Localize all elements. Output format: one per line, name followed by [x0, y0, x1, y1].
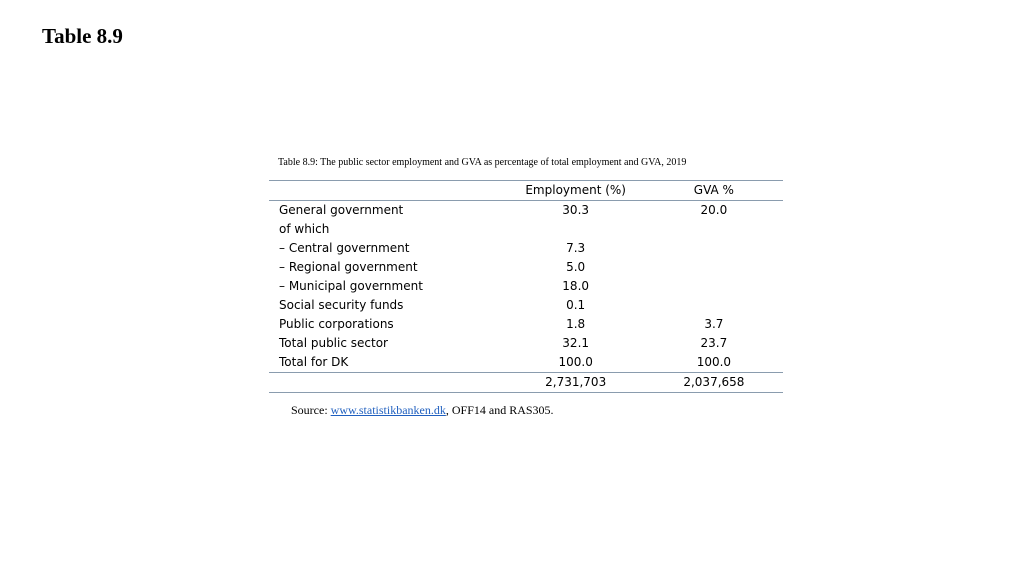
source-note: [291, 402, 554, 418]
row-employment: [507, 220, 645, 239]
row-employment: 2,731,703: [507, 373, 645, 393]
row-gva: [645, 296, 783, 315]
table-row: [269, 334, 783, 353]
row-gva: [645, 220, 783, 239]
table-row: [269, 353, 783, 373]
row-employment: 5.0: [566, 260, 586, 274]
header-label: [269, 181, 507, 201]
data-table: [269, 180, 783, 393]
table-row: [269, 258, 783, 277]
row-label: – Municipal government: [279, 279, 423, 293]
row-employment: 32.1: [562, 336, 590, 350]
row-gva: 100.0: [696, 355, 732, 369]
page-title: Table 8.9: [42, 24, 123, 48]
row-label: [269, 373, 507, 393]
row-label: Public corporations: [279, 317, 394, 331]
header-employment: Employment (%): [507, 181, 645, 201]
row-label: General government: [279, 203, 404, 217]
row-employment: 7.3: [566, 241, 586, 255]
row-gva: [645, 239, 783, 258]
row-employment: 1.8: [566, 317, 586, 331]
row-employment: 30.3: [562, 203, 590, 217]
row-gva: 20.0: [700, 203, 728, 217]
row-label: Total for DK: [279, 355, 349, 369]
source-suffix: , OFF14 and RAS305.: [445, 403, 554, 417]
row-label: – Central government: [279, 241, 410, 255]
table-row: [269, 220, 783, 239]
row-gva: 23.7: [700, 336, 728, 350]
row-label: – Regional government: [279, 260, 418, 274]
row-gva: 2,037,658: [645, 373, 783, 393]
header-gva: GVA %: [645, 181, 783, 201]
row-employment: 18.0: [562, 279, 590, 293]
row-gva: [645, 258, 783, 277]
table-row: [269, 239, 783, 258]
source-prefix: Source:: [291, 403, 331, 417]
row-gva: 3.7: [704, 317, 724, 331]
row-employment: 100.0: [558, 355, 593, 369]
source-link[interactable]: www.statistikbanken.dk: [330, 403, 446, 417]
row-label: Total public sector: [279, 336, 388, 350]
table-caption: Table 8.9: The public sector employment and GVA as percentage of total employment and GVA, 2019: [278, 157, 687, 168]
row-gva: [645, 277, 783, 296]
table-row-totals: [269, 373, 783, 393]
row-label: Social security funds: [279, 298, 404, 312]
row-employment: 0.1: [566, 298, 586, 312]
row-label: of which: [279, 222, 330, 236]
table-row: [269, 315, 783, 334]
table-row: [269, 296, 783, 315]
table-header-row: [269, 181, 783, 201]
table-row: [269, 277, 783, 296]
table-row: [269, 201, 783, 221]
